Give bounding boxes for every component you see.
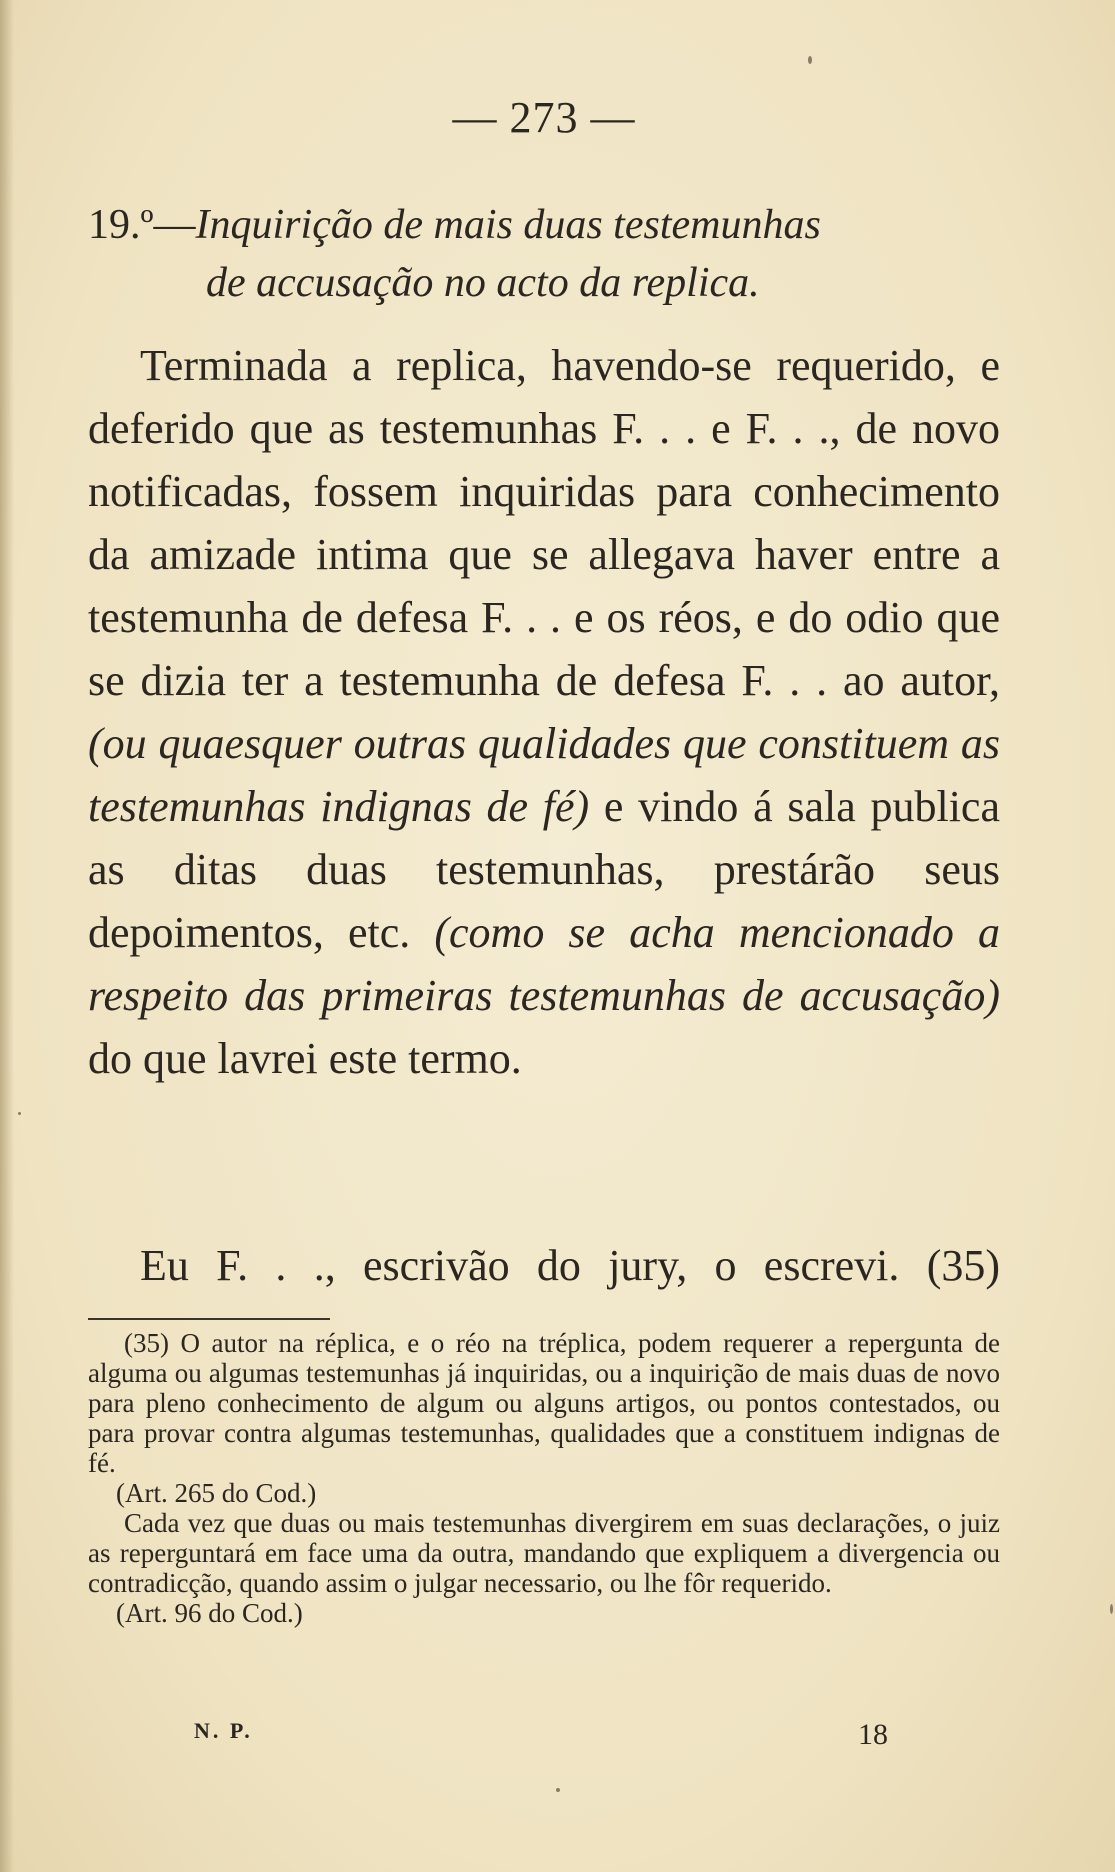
section-number: 19.º—	[88, 202, 196, 248]
footnote-paragraph-2: Cada vez que duas ou mais testemunhas divergirem em suas declarações, o juiz as reperguntará em face uma da outra, mandando que expliquem a divergencia ou contradicção, quando assim o julgar necessario, ou lhe fôr requerido.	[88, 1508, 1000, 1598]
gathering-number: 18	[858, 1718, 888, 1751]
footnote	[88, 1328, 1000, 1628]
page-number: — 273 —	[452, 93, 636, 142]
body-italic-1: (ou quaesquer outras qualidades que constituem as testemunhas indignas de fé)	[88, 719, 1000, 831]
body-text-3: do que lavrei este termo.	[88, 1034, 522, 1083]
section-heading	[88, 196, 1000, 312]
paper-speck	[1110, 1604, 1113, 1614]
paper-speck	[556, 1788, 560, 1792]
section-title-line1: Inquirição de mais duas testemunhas	[195, 202, 821, 248]
body-paragraph	[88, 334, 1000, 1090]
signoff-line: Eu F. . ., escrivão do jury, o escrevi. (35)	[140, 1241, 1000, 1290]
footnote-article-ref-2: (Art. 96 do Cod.)	[116, 1598, 303, 1628]
footnote-article-ref-1: (Art. 265 do Cod.)	[116, 1478, 317, 1508]
body-italic-2: (como se acha mencionado a respeito das primeiras testemunhas de accusação)	[88, 908, 1000, 1020]
body-text-2: e vindo á sala publica as ditas duas testemunhas, prestárão seus depoimentos, etc.	[88, 782, 1000, 957]
paper-speck	[18, 1112, 21, 1115]
section-title-line2: de accusação no acto da replica.	[206, 260, 760, 306]
footnote-rule	[88, 1318, 330, 1320]
paper-speck	[808, 56, 812, 64]
footnote-paragraph-1: (35) O autor na réplica, e o réo na tréplica, podem requerer a repergunta de alguma ou algumas testemunhas já inquiridas, ou a inquirição de mais duas de novo para pleno conhecimento de algum ou alguns artigos, ou pontos contestados, ou para provar contra algumas testemunhas, qualidades que a constituem indignas de fé.	[88, 1328, 1000, 1478]
signature-mark: N. P.	[194, 1718, 253, 1743]
spine-shadow	[0, 0, 14, 1872]
body-text-1: Terminada a replica, havendo-se requerido, e deferido que as testemunhas F. . . e F. . ., de novo notificadas, fossem inquiridas para conhecimento da amizade intima que se allegava haver entre a testemunha de defesa F. . . e os réos, e do odio que se dizia ter a testemunha de defesa F. . . ao autor,	[88, 341, 1000, 705]
